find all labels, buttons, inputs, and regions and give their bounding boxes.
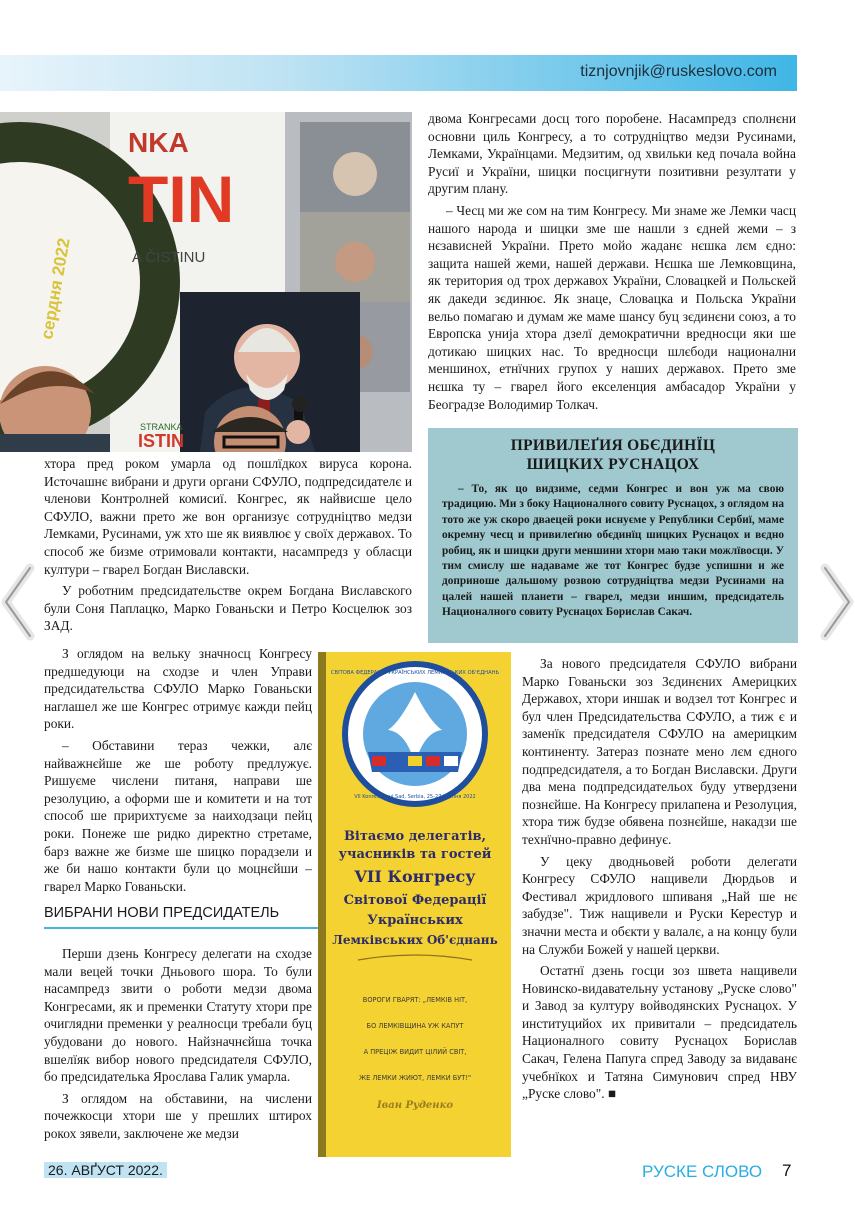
poster-line4: Світової Федерації: [343, 893, 487, 908]
page-number: 7: [782, 1161, 792, 1180]
sidebar-title-line2: ШИЦКИХ РУСНАЦОХ: [526, 456, 700, 473]
banner-tin: TIN: [128, 162, 235, 236]
issue-date: 26. АВҐУСТ 2022.: [44, 1162, 167, 1178]
article-column-right-top: [428, 110, 796, 417]
paragraph: – Обставини тераз чежки, алє найважнєйше же ше роботу предлужує. Ришуєме числени питаня, направи ше резолуцию, а оформи ше и комитети и на тот способ ше пририхтуєме за наиходзаци пейц роки. Понеже ше ридко директно стретаме, барз важне же бизме ше шицко порадзели и же би нашо контакти були цо моцнєйши – гварел Марко Гованьски.: [44, 737, 312, 894]
paragraph: Остатнї дзень госци зоз швета нащивели Новинско-видавательну установу „Руске слово" и Завод за културу войводянских Руснацох. У институцийох их привитали – предсидатель Националного совиту Руснацох Борислав Сакач, Гелена Папуга спред Заводу за видаванє учебнїкох и Татяна Симунович спред НВУ „Руске слово". ■: [522, 963, 797, 1102]
article-column-left-mid: [44, 455, 412, 639]
paragraph: З оглядом на вельку значносц Конгресу предшедуюци на сходзе и член Управи предсидательства СФУЛО Марко Гованьски наглашел же ше Конгрес отримує кажди пейц роки.: [44, 646, 312, 732]
sidebar-title-line1: ПРИВИЛЕҐИЯ ОБЄДИНЇЦ: [510, 437, 716, 454]
poster-verse4: ЖЕ ЛЕМКИ ЖИЮТ, ЛЕМКИ БУТ!": [358, 1074, 472, 1082]
poster-line2: учасників та гостей: [338, 847, 492, 862]
article-column-right-low: [522, 655, 797, 1107]
poster-line3: VII Конгресу: [354, 867, 476, 886]
congress-speaker-photo: [0, 112, 412, 452]
circle-date-text: сердня 2022: [37, 236, 74, 341]
poster-verse3: А ПРЕЦІЖ ВИДИТ ЦІЛИЙ СВІТ,: [363, 1048, 467, 1056]
previous-page-arrow-icon[interactable]: [0, 562, 36, 642]
speaker-photo-illustration: [0, 112, 412, 452]
poster-line5: Українських: [367, 913, 463, 928]
sidebar-title: [442, 436, 784, 474]
section-heading: ВИБРАНИ НОВИ ПРЕДСИДАТЕЛЬ: [44, 905, 320, 929]
poster-logo-ring: СВІТОВА ФЕДЕРАЦІЯ УКРАЇНСЬКИХ ЛЕМКІВСЬКИХ ОБ'ЄДНАНЬ: [330, 670, 500, 676]
paragraph: – Чесц ми же сом на тим Конгресу. Ми знаме же Лемки часц нашого народа и шицки зме ше нашли з єдней жеми – з нєзависней України. Прето мойо жаданє нєшка лєм єдно: защита нашей жеми, нашей держави. Нєшка ше Лемковщина, як територия од трох державох України, Словацкей и Польскей як дакеди зєдинює. Як знаце, Словацка и Польска України вельо помагаю и думам же маме шансу буц зєдинєни союз, а то Европска униjа хтора дзелї демократични вредносци яки ше дотикаю шицких нас. То вредносци шлєбоди национални меншинох, етнїчних групох у наших державох. Прето зме нєшка ту – гварел його екселенция амбасадор України у Београдзе Володимир Толкач.: [428, 202, 796, 412]
poster-line1: Вітаємо делегатів,: [343, 829, 487, 844]
paragraph: З оглядом на обставини, на числени почежкосци хтори ше у прешлих штирох рокох зявели, заключене же медзи: [44, 1090, 312, 1141]
poster-verse2: БО ЛЕМКІВЩИНА УЖ КАПУТ: [366, 1022, 464, 1030]
sidebar-quote-box: [428, 428, 798, 643]
paragraph: Перши дзень Конгресу делегати на сходзе мали вецей точки Дньового шора. То були насампредз звити о роботи медзи двома Конгресами, як и пременки Статуту хтори пре очиглядни пременки у реалносци требали буц убудовани до нового. Найзначнєйша точка вшелїяк вибор нового предсидателя СФУЛО, бо предсидателька Ярослава Галик умарла.: [44, 946, 312, 1085]
contact-email[interactable]: tiznjovnjik@ruskeslovo.com: [580, 63, 777, 80]
paragraph: За нового предсидателя СФУЛО вибрани Марко Гованьски зоз Зєдинєних Америцких Державох, хтори иншак и водзел тот Конгрес и бул член Предсидательства СФУЛО, а тиж є и заменїк предсидателя СФУЛО на америцким континенту. Затераз познате мено лєм єдного подпредсидателя, а то Богдан Виславски. Други два мена подпредсидательох буду утвердзени познєйше. На Конгресу прилапена и Резолуция, хтора тиж будзе обявена познєйше, накадзи ше технїчно-правно дефинує.: [522, 656, 797, 847]
paragraph: У роботним предсидательстве окрем Богдана Виславского були Соня Паплацко, Марко Гованьски и Петро Косцелюк зоз ЗАД.: [44, 583, 412, 634]
sidebar-text: – То, як цо видзиме, седми Конгрес и вон уж ма свою традицию. Ми з боку Националного совиту Руснацох, з оглядом на тото же уж скоро дваецей роки иснуєме у Републики Сербиї, маме окремну чесц и привилеґию обєдинїц шицких Руснацох и вєдно робиц, як и шицки други меншини хтори маю таки можлївосци. У тим смислу ше надаваме же тот Конгрес будзе успишни и же доприноше дальшому розвою сотрудніцтва медзи Русинами на цалей нашей планети – гварел, медзи иншим, предсидатель Националного совиту Руснацох Борислав Сакач.: [442, 483, 784, 619]
banner-nka: NKA: [128, 127, 189, 158]
poster-illustration: [318, 652, 511, 1157]
poster-line6: Лемківських Об'єднань: [332, 933, 498, 947]
paragraph: У цеку дводньовей роботи делегати Конгресу СФУЛО нащивели Дюрдьов и Фестивал жридлового шпиваня „Най ше нє забудзе". Тиж нащивели и Руски Керестур и значни места и обєкти у валалє, а на концу були на Служби Божей у нашей церкви.: [522, 853, 797, 957]
paragraph: двома Конгресами досц того поробене. Насампредз сполнєни основни циль Конгресу, а то сотрудніцтво медзи Русинами, Лемками, Українцами. Медзитим, од хвильки кед почала война Русиї и України, шицки посцигнути позитивни резултати у другим плану.: [428, 111, 796, 197]
poster-verse1: ВОРОГИ ГВАРЯТ: „ЛЕМКІВ НІТ,: [362, 996, 468, 1004]
congress-poster-photo: [318, 652, 511, 1157]
paragraph: хтора пред роком умарла од пошлїдкох вируса корона. Источашнє вибрани и други органи СФУЛО, подпредсидателє и членови Контролней комисиї. Конгрес, як найвисше цело СФУЛО, важни прето же вон организує сотрудніцтво медзи Лемками, Русинами, уж хто ше як виявлює у своїх державох. То способ же бизме отримовали контакти, насампредз у обласци култури – гварел Богдан Виславски.: [44, 456, 412, 577]
banner-cistinu: A ČISTINU: [132, 249, 206, 266]
article-column-left-bot: [44, 945, 312, 1147]
poster-logo-bottom: VII Konres, Novi Sad, Serbia, 25-27 серпня 2022: [354, 794, 476, 800]
corner-stranka: STRANKA: [140, 422, 183, 432]
publication-name: РУСКЕ СЛОВО: [642, 1162, 763, 1181]
article-column-left-low: [44, 645, 312, 899]
poster-signature: Іван Руденко: [376, 1100, 454, 1111]
next-page-arrow-icon[interactable]: [819, 562, 855, 642]
corner-istin: ISTIN: [138, 431, 185, 451]
header-bar: [0, 55, 797, 91]
